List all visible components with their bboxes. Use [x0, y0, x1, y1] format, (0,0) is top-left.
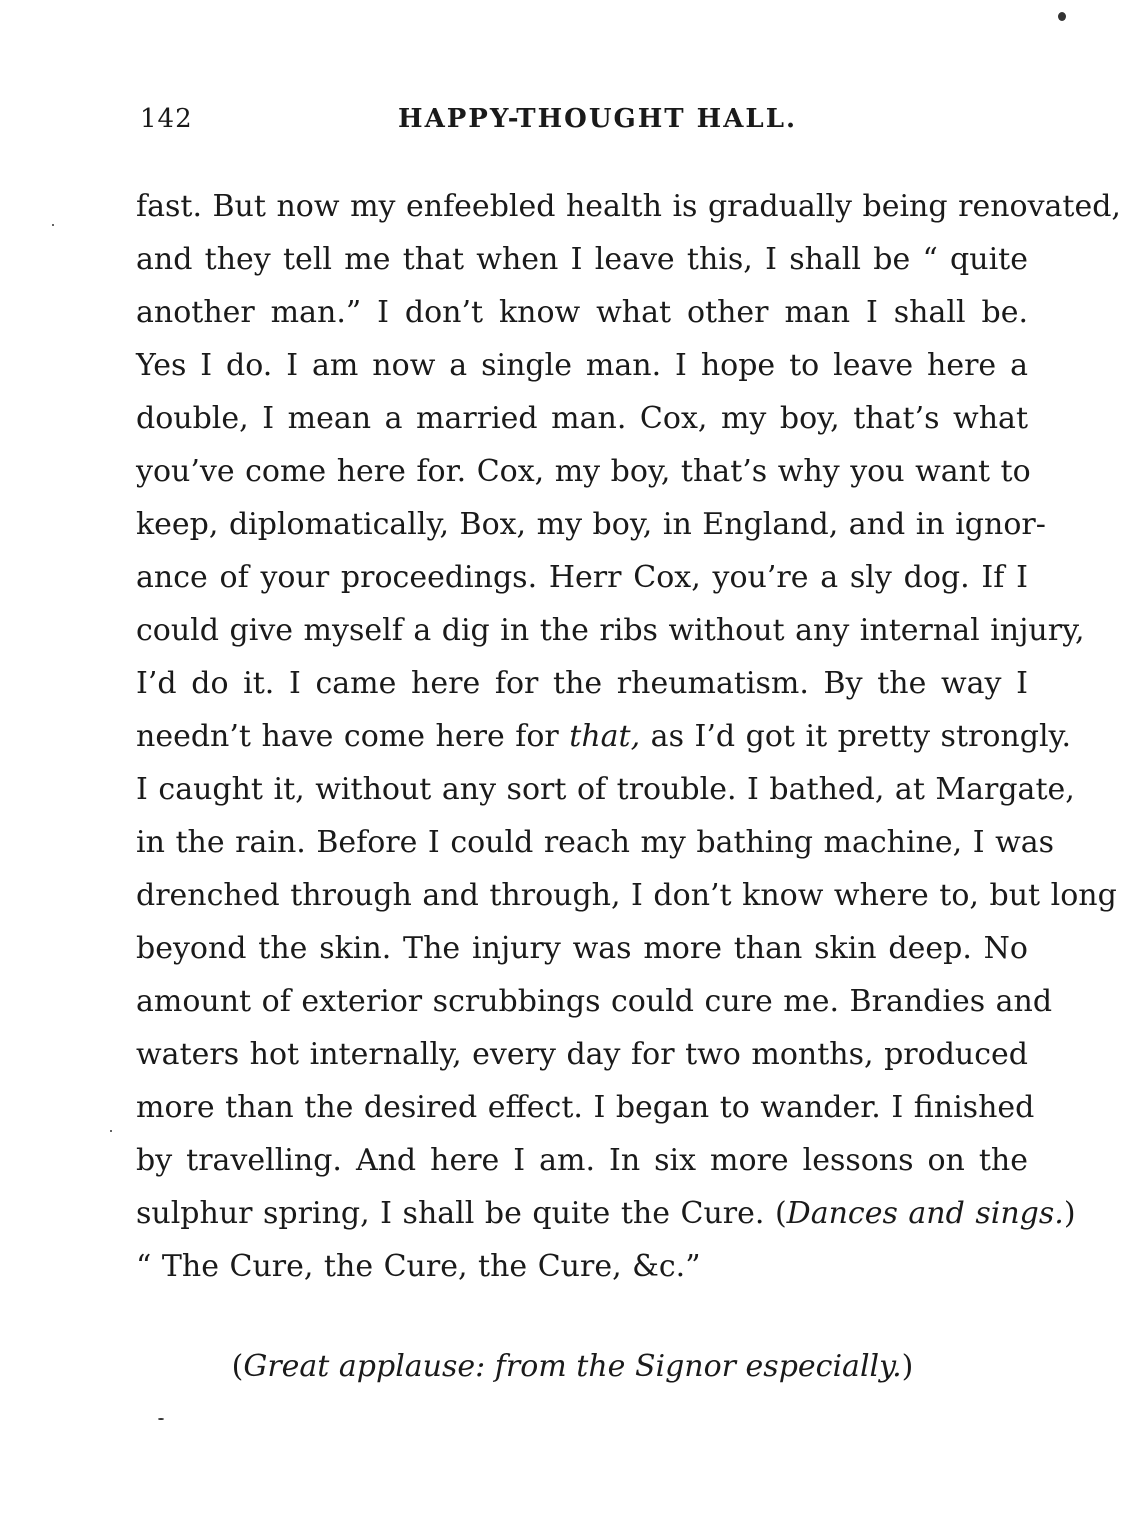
- text-line: [136, 710, 1072, 763]
- close-paren: ): [901, 1349, 914, 1384]
- text-line: could give myself a dig in the ribs without any internal injury,: [136, 613, 1085, 648]
- text-line: I’d do it. I came here for the rheumatism. By the way I: [136, 666, 1028, 701]
- text-line: fast. But now my enfeebled health is gradually being renovated,: [136, 189, 1121, 224]
- italic-emphasis: Dances and sings.: [786, 1196, 1064, 1231]
- text-line: waters hot internally, every day for two months, produced: [136, 1037, 1028, 1072]
- text-line: double, I mean a married man. Cox, my boy, that’s what: [136, 401, 1028, 436]
- text-line: you’ve come here for. Cox, my boy, that’s why you want to: [136, 454, 1031, 489]
- text-line: keep, diplomatically, Box, my boy, in England, and in ignor-: [136, 507, 1046, 542]
- text-line: [136, 1187, 1076, 1240]
- text-line: Yes I do. I am now a single man. I hope to leave here a: [136, 348, 1028, 383]
- text-segment: needn’t have come here for: [136, 719, 570, 754]
- ink-speck: [110, 1130, 112, 1132]
- italic-emphasis: that,: [569, 719, 641, 754]
- text-segment: as I’d got it pretty strongly.: [640, 719, 1072, 754]
- ink-speck: [1058, 12, 1066, 21]
- text-line: I caught it, without any sort of trouble. I bathed, at Margate,: [136, 772, 1075, 807]
- page-header: [140, 104, 1025, 144]
- text-segment: ): [1063, 1196, 1076, 1231]
- text-line: amount of exterior scrubbings could cure me. Brandies and: [136, 984, 1053, 1019]
- stage-direction-text: Great applause: from the Signor especially.: [243, 1349, 902, 1384]
- text-line: and they tell me that when I leave this, I shall be “ quite: [136, 242, 1028, 277]
- running-title: HAPPY-THOUGHT HALL.: [398, 104, 798, 134]
- text-segment: sulphur spring, I shall be quite the Cure. (: [136, 1196, 787, 1231]
- open-paren: (: [231, 1349, 244, 1384]
- text-line: more than the desired effect. I began to wander. I finished: [136, 1090, 1035, 1125]
- ink-speck: [52, 224, 54, 226]
- stage-direction: [0, 1340, 1145, 1393]
- page-number: 142: [140, 104, 193, 134]
- text-line: in the rain. Before I could reach my bathing machine, I was: [136, 825, 1055, 860]
- text-line: “ The Cure, the Cure, the Cure, &c.”: [136, 1249, 701, 1284]
- text-line: ance of your proceedings. Herr Cox, you’re a sly dog. If I: [136, 560, 1028, 595]
- body-paragraph: [136, 180, 1121, 1293]
- text-line: drenched through and through, I don’t know where to, but long: [136, 878, 1117, 913]
- text-line: beyond the skin. The injury was more than skin deep. No: [136, 931, 1028, 966]
- text-line: by travelling. And here I am. In six more lessons on the: [136, 1143, 1028, 1178]
- text-line: another man.” I don’t know what other man I shall be.: [136, 295, 1028, 330]
- ink-speck: [158, 1418, 164, 1420]
